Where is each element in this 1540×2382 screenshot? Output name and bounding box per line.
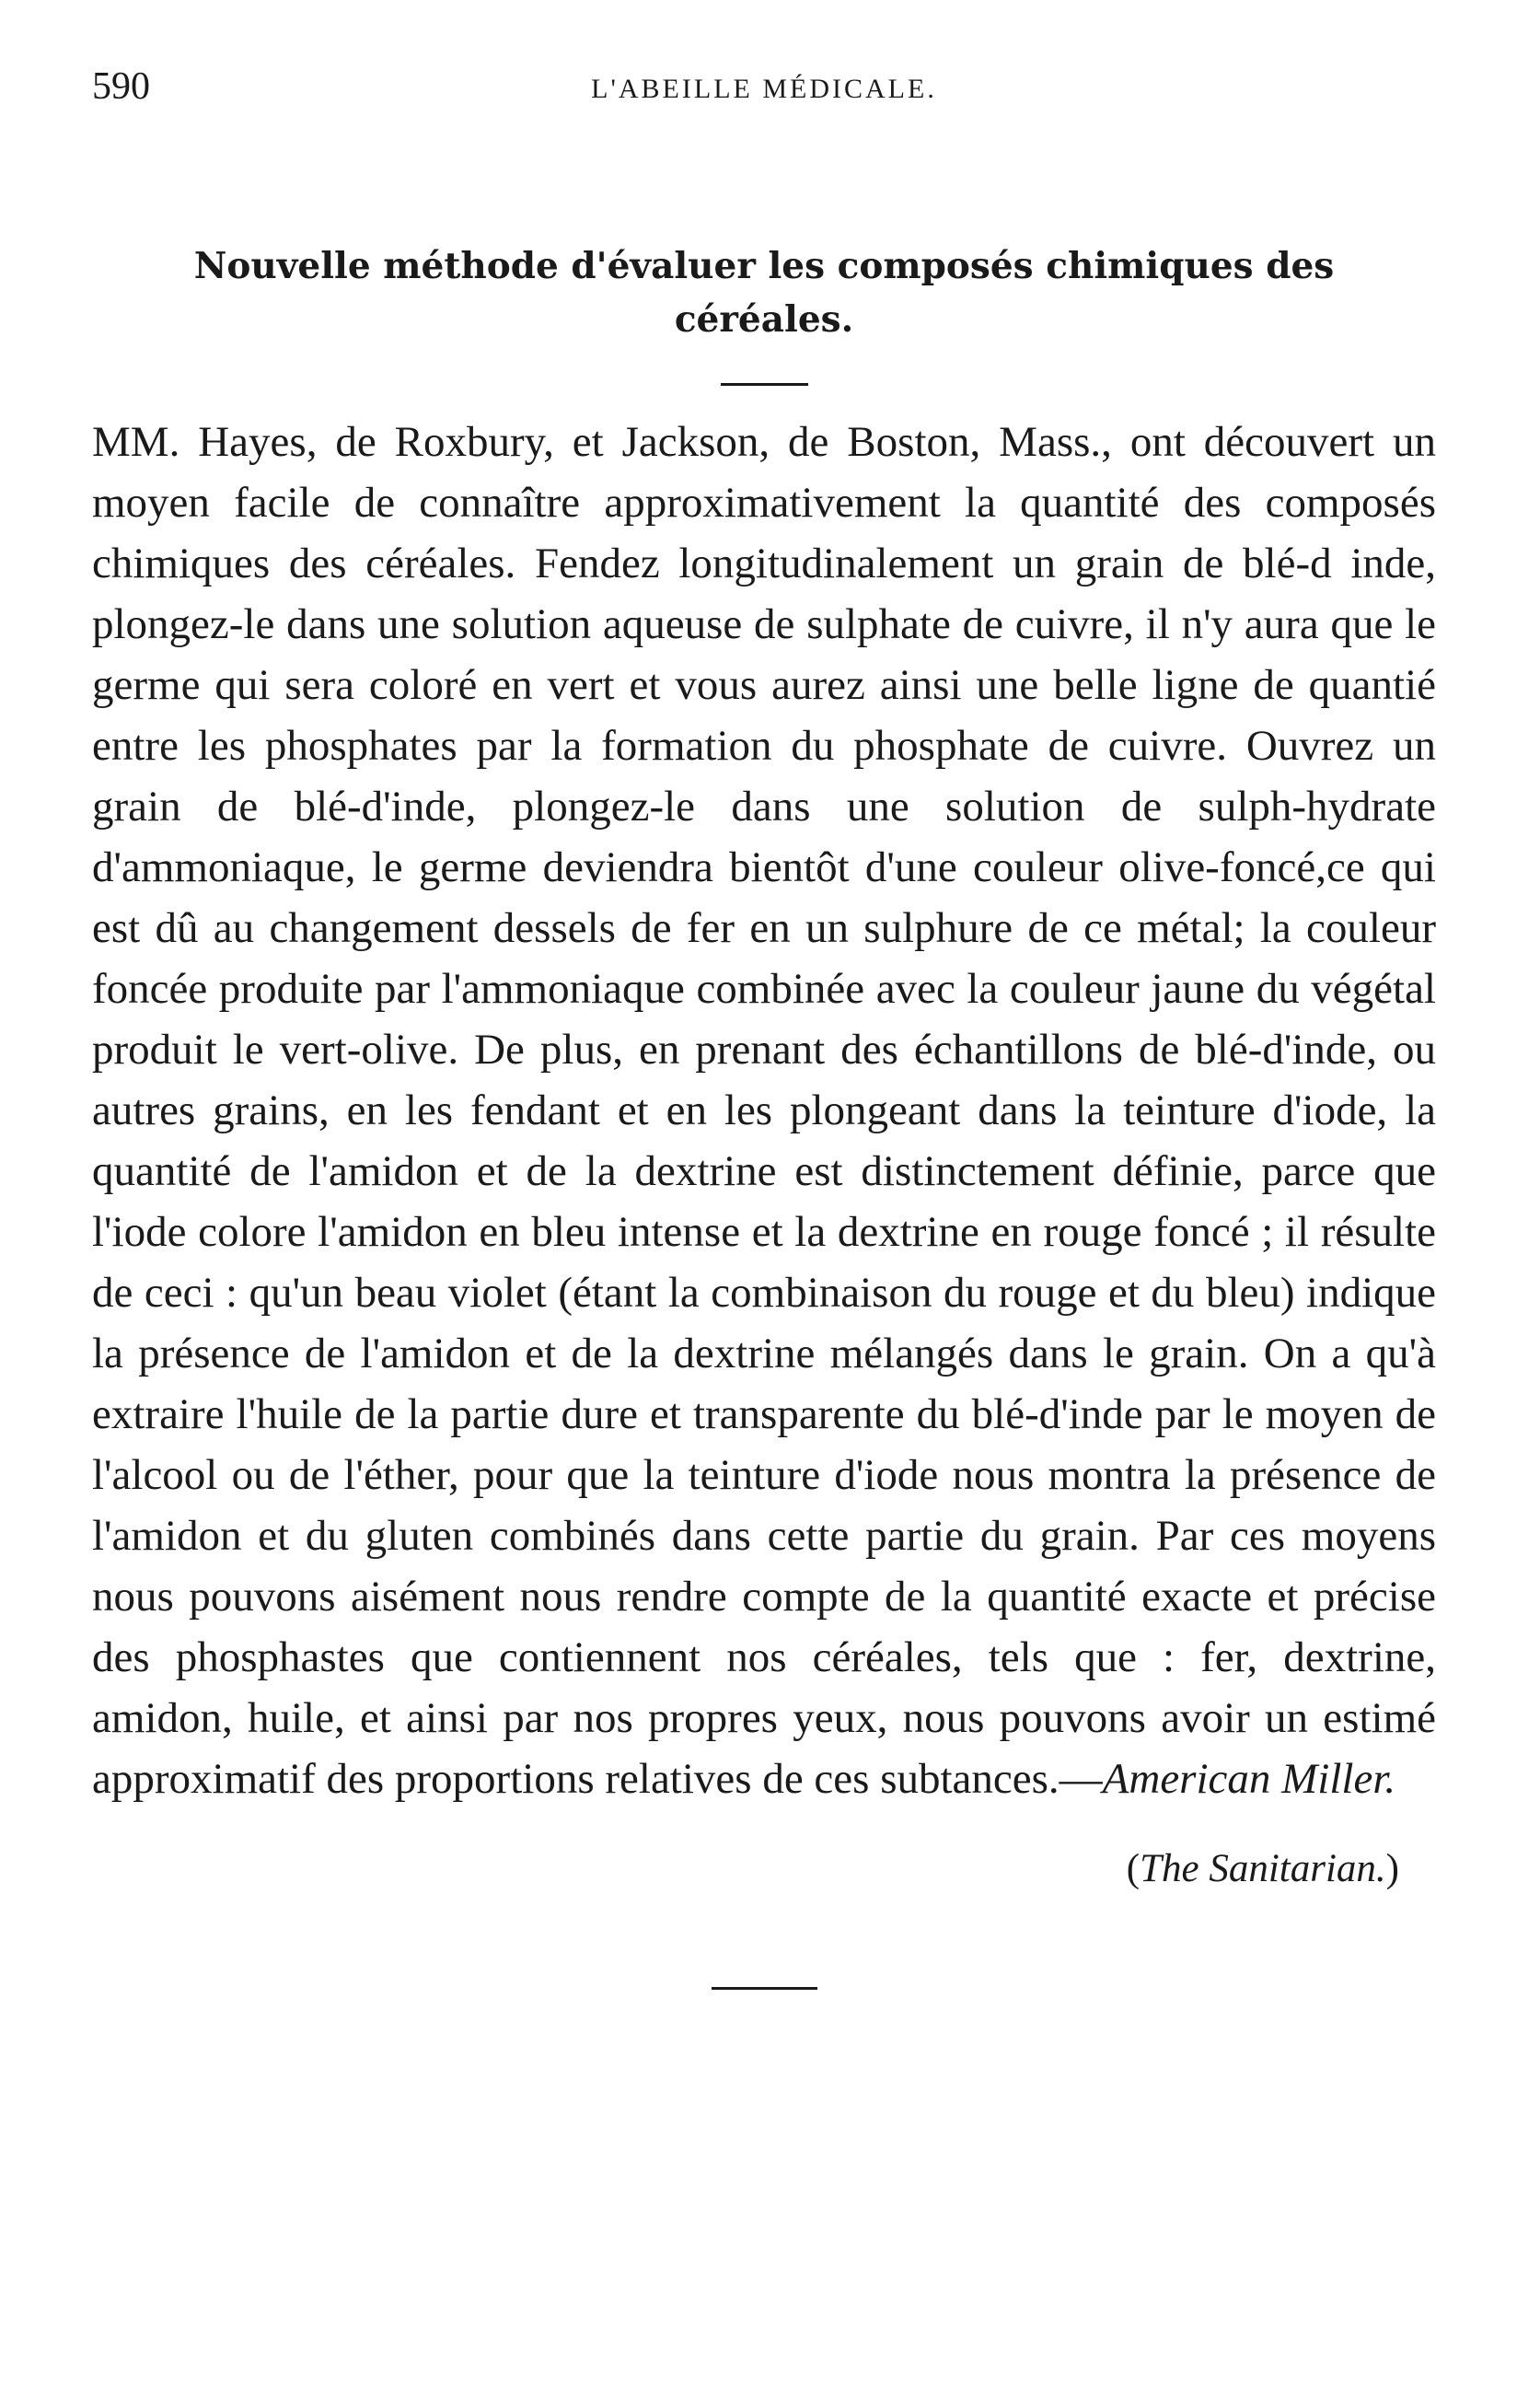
page-number: 590 xyxy=(92,65,150,108)
source-citation xyxy=(92,1846,1436,1891)
end-rule xyxy=(712,1987,817,1990)
source-name: The Sanitarian. xyxy=(1140,1847,1386,1890)
page xyxy=(92,64,1436,1990)
journal-title: L'ABEILLE MÉDICALE. xyxy=(591,74,937,104)
article-title: Nouvelle méthode d'évaluer les composés chimiques des céréales. xyxy=(193,245,1335,341)
title-rule xyxy=(721,383,808,386)
article-text: MM. Hayes, de Roxbury, et Jackson, de Boston, Mass., ont découvert un moyen facile de connaître approximativement la quantité des composés chimiques des céréales. Fendez longitudinalement un grain de blé-d inde, plongez-le dans une solution aqueuse de sulphate de cuivre, il n'y aura que le germe qui sera coloré en vert et vous aurez ainsi une belle ligne de quantié entre les phosphates par la formation du phosphate de cuivre. Ouvrez un grain de blé-d'inde, plongez-le dans une solution de sulph-hydrate d'ammoniaque, le germe deviendra bientôt d'une couleur olive-foncé,ce qui est dû au changement dessels de fer en un sulphure de ce métal; la couleur foncée produite par l'ammoniaque combinée avec la couleur jaune du végétal produit le vert-olive. De plus, en prenant des échantillons de blé-d'inde, ou autres grains, en les fendant et en les plongeant dans la teinture d'iode, la quantité de l'amidon et de la dextrine est distinctement définie, parce que l'iode colore l'amidon en bleu intense et la dextrine en rouge foncé ; il résulte de ceci : qu'un beau violet (étant la combinaison du rouge et du bleu) indique la présence de l'amidon et de la dextrine mélangés dans le grain. On a qu'à extraire l'huile de la partie dure et transparente du blé-d'inde par le moyen de l'alcool ou de l'éther, pour que la teinture d'iode nous montra la présence de l'amidon et du gluten combinés dans cette partie du grain. Par ces moyens nous pouvons aisément nous rendre compte de la quantité exacte et précise des phosphastes que contiennent nos céréales, tels que : fer, dextrine, amidon, huile, et ainsi par nos propres yeux, nous pouvons avoir un estimé approximatif des proportions relatives de ces subtances. xyxy=(92,418,1436,1803)
source-open: ( xyxy=(1126,1847,1141,1890)
running-head xyxy=(92,64,1436,129)
article-attribution: American Miller. xyxy=(1102,1755,1396,1803)
article-body xyxy=(92,412,1436,1809)
article-paragraph: MM. Hayes, de Roxbury, et Jackson, de Boston, Mass., ont découvert un moyen facile de connaître approximativement la quantité des composés chimiques des céréales. Fendez longitudinalement un grain de blé-d inde, plongez-le dans une solution aqueuse de sulphate de cuivre, il n'y aura que le germe qui sera coloré en vert et vous aurez ainsi une belle ligne de quantié entre les phosphates par la formation du phosphate de cuivre. Ouvrez un grain de blé-d'inde, plongez-le dans une solution de sulph-hydrate d'ammoniaque, le germe deviendra bientôt d'une couleur olive-foncé,ce qui est dû au changement dessels de fer en un sulphure de ce métal; la couleur foncée produite par l'ammoniaque combinée avec la couleur jaune du végétal produit le vert-olive. De plus, en prenant des échantillons de blé-d'inde, ou autres grains, en les fendant et en les plongeant dans la teinture d'iode, la quantité de l'amidon et de la dextrine est distinctement définie, parce que l'iode colore l'amidon en bleu intense et la dextrine en rouge foncé ; il résulte de ceci : qu'un beau violet (étant la combinaison du rouge et du bleu) indique la présence de l'amidon et de la dextrine mélangés dans le grain. On a qu'à extraire l'huile de la partie dure et transparente du blé-d'inde par le moyen de l'alcool ou de l'éther, pour que la teinture d'iode nous montra la présence de l'amidon et du gluten combinés dans cette partie du grain. Par ces moyens nous pouvons aisément nous rendre compte de la quantité exacte et précise des phosphastes que contiennent nos céréales, tels que : fer, dextrine, amidon, huile, et ainsi par nos propres yeux, nous pouvons avoir un estimé approximatif des proportions relatives de ces subtances.—American Miller. xyxy=(92,418,1436,1803)
source-close: ) xyxy=(1385,1847,1399,1890)
